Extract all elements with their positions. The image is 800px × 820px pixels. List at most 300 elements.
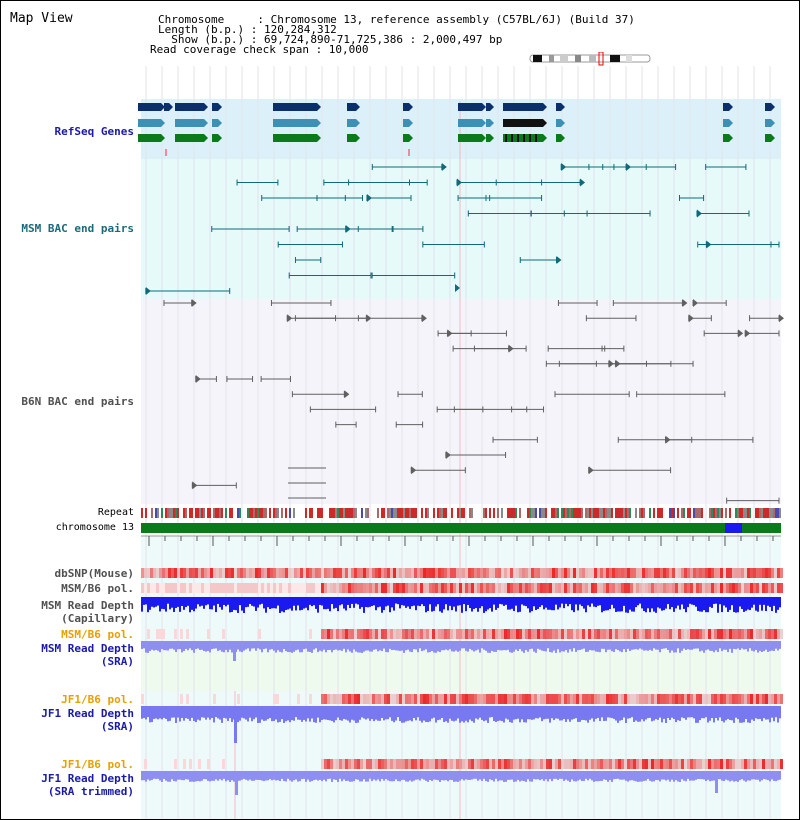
pol-cell bbox=[501, 759, 504, 769]
depth-bar bbox=[431, 641, 433, 651]
depth-bar bbox=[159, 641, 161, 652]
depth-bar bbox=[263, 706, 265, 721]
depth-bar bbox=[545, 771, 547, 779]
depth-bar bbox=[779, 771, 781, 780]
depth-bar bbox=[285, 641, 287, 651]
repeat-feature bbox=[171, 508, 173, 518]
pol-cell bbox=[177, 583, 180, 593]
depth-bar bbox=[487, 771, 489, 782]
pol-cell bbox=[330, 583, 333, 593]
pol-cell bbox=[519, 694, 522, 704]
pol-cell bbox=[324, 759, 327, 769]
depth-bar bbox=[223, 641, 225, 652]
depth-bar bbox=[399, 597, 401, 608]
depth-bar bbox=[155, 597, 157, 607]
depth-bar bbox=[761, 706, 763, 721]
pol-cell bbox=[222, 568, 225, 578]
pol-cell bbox=[510, 568, 513, 578]
repeat-feature bbox=[219, 508, 221, 518]
repeat-feature bbox=[345, 508, 347, 518]
repeat-feature bbox=[485, 508, 487, 518]
repeat-feature bbox=[529, 508, 531, 518]
depth-bar bbox=[321, 597, 323, 606]
pol-cell bbox=[477, 568, 480, 578]
pol-cell bbox=[525, 568, 528, 578]
depth-bar bbox=[267, 706, 269, 719]
pol-cell bbox=[729, 759, 732, 769]
depth-bar bbox=[749, 771, 751, 781]
depth-bar bbox=[555, 706, 557, 718]
depth-bar bbox=[485, 706, 487, 720]
pol-cell bbox=[483, 583, 486, 593]
pol-cell bbox=[426, 568, 429, 578]
depth-bar bbox=[723, 771, 725, 781]
repeat-feature bbox=[461, 508, 463, 518]
depth-bar bbox=[537, 641, 539, 649]
pol-cell bbox=[423, 759, 426, 769]
depth-bar bbox=[479, 771, 481, 779]
depth-bar bbox=[323, 641, 325, 650]
depth-bar bbox=[619, 641, 621, 651]
pol-cell bbox=[348, 629, 351, 639]
depth-bar bbox=[697, 771, 699, 779]
pol-cell bbox=[543, 583, 546, 593]
depth-bar bbox=[183, 706, 185, 721]
pol-cell bbox=[723, 759, 726, 769]
depth-bar bbox=[455, 597, 457, 611]
depth-bar bbox=[731, 597, 733, 605]
depth-bar bbox=[359, 641, 361, 653]
repeat-feature bbox=[427, 508, 429, 518]
repeat-feature bbox=[773, 508, 775, 518]
pol-cell bbox=[360, 568, 363, 578]
depth-bar bbox=[375, 706, 377, 720]
pol-cell bbox=[285, 583, 288, 593]
repeat-feature bbox=[253, 508, 255, 518]
pol-cell bbox=[213, 583, 216, 593]
depth-bar bbox=[165, 771, 167, 781]
depth-bar bbox=[279, 706, 281, 722]
pol-cell bbox=[339, 583, 342, 593]
depth-bar bbox=[529, 771, 531, 781]
pol-cell bbox=[354, 759, 357, 769]
pol-cell bbox=[351, 568, 354, 578]
repeat-feature bbox=[695, 508, 697, 518]
depth-bar bbox=[529, 641, 531, 649]
pol-cell bbox=[522, 568, 525, 578]
depth-bar bbox=[441, 597, 443, 613]
label-b6n-bac: B6N BAC end pairs bbox=[21, 395, 134, 408]
repeat-feature bbox=[157, 508, 159, 518]
repeat-feature bbox=[185, 508, 187, 518]
repeat-feature bbox=[401, 508, 403, 518]
depth-bar bbox=[247, 641, 249, 648]
pol-cell bbox=[561, 759, 564, 769]
repeat-feature bbox=[339, 508, 341, 518]
repeat-feature bbox=[155, 508, 157, 518]
depth-bar bbox=[759, 771, 761, 782]
pol-cell bbox=[360, 583, 363, 593]
depth-bar bbox=[535, 771, 537, 779]
pol-cell bbox=[489, 583, 492, 593]
pol-cell bbox=[444, 583, 447, 593]
pol-cell bbox=[477, 694, 480, 704]
pol-cell bbox=[738, 583, 741, 593]
pol-cell bbox=[564, 694, 567, 704]
pol-cell bbox=[405, 568, 408, 578]
pol-cell bbox=[627, 759, 630, 769]
pol-cell bbox=[636, 583, 639, 593]
pol-cell bbox=[375, 694, 378, 704]
depth-bar bbox=[489, 771, 491, 779]
depth-bar bbox=[511, 641, 513, 653]
depth-bar bbox=[603, 771, 605, 779]
depth-bar bbox=[393, 771, 395, 781]
depth-bar bbox=[335, 597, 337, 608]
depth-bar bbox=[655, 597, 657, 613]
depth-bar bbox=[625, 597, 627, 612]
pol-cell bbox=[630, 694, 633, 704]
repeat-feature bbox=[657, 508, 659, 518]
depth-bar bbox=[371, 641, 373, 652]
depth-bar bbox=[227, 771, 229, 780]
repeat-feature bbox=[269, 508, 271, 518]
pol-cell bbox=[702, 629, 705, 639]
pol-cell bbox=[405, 629, 408, 639]
pol-cell bbox=[186, 583, 189, 593]
depth-bar bbox=[741, 597, 743, 609]
repeat-feature bbox=[617, 508, 619, 518]
pol-cell bbox=[450, 694, 453, 704]
depth-bar bbox=[333, 597, 335, 609]
depth-bar bbox=[297, 771, 299, 782]
pol-cell bbox=[594, 583, 597, 593]
depth-bar bbox=[253, 641, 255, 648]
depth-bar bbox=[399, 706, 401, 721]
depth-bar bbox=[509, 597, 511, 610]
gene-feature bbox=[486, 119, 490, 127]
depth-bar bbox=[449, 641, 451, 649]
repeat-feature bbox=[353, 508, 355, 518]
pol-cell bbox=[645, 694, 648, 704]
pol-cell bbox=[717, 629, 720, 639]
repeat-feature bbox=[765, 508, 767, 518]
repeat-feature bbox=[443, 508, 445, 518]
depth-bar bbox=[165, 641, 167, 650]
pol-cell bbox=[765, 694, 768, 704]
depth-bar bbox=[477, 771, 479, 781]
depth-bar bbox=[599, 706, 601, 721]
depth-bar bbox=[669, 641, 671, 653]
pol-cell bbox=[582, 759, 585, 769]
depth-bar bbox=[337, 597, 339, 611]
pol-cell bbox=[753, 583, 756, 593]
repeat-feature bbox=[743, 508, 745, 518]
pol-cell bbox=[444, 694, 447, 704]
depth-bar bbox=[559, 706, 561, 720]
pol-cell bbox=[246, 583, 249, 593]
depth-bar bbox=[569, 706, 571, 722]
repeat-feature bbox=[361, 508, 363, 518]
pol-cell bbox=[312, 568, 315, 578]
depth-bar bbox=[331, 641, 333, 652]
pol-cell bbox=[681, 583, 684, 593]
depth-bar bbox=[563, 771, 565, 781]
depth-bar bbox=[663, 641, 665, 649]
depth-bar bbox=[395, 706, 397, 721]
gene-feature bbox=[765, 134, 771, 142]
gene-feature bbox=[458, 119, 482, 127]
pol-cell bbox=[294, 583, 297, 593]
pol-cell bbox=[558, 759, 561, 769]
pol-cell bbox=[321, 583, 324, 593]
pol-cell bbox=[267, 583, 270, 593]
pol-cell bbox=[588, 583, 591, 593]
repeat-feature bbox=[671, 508, 673, 518]
depth-bar bbox=[515, 597, 517, 606]
depth-bar bbox=[193, 641, 195, 653]
repeat-feature bbox=[237, 508, 239, 518]
pol-cell bbox=[684, 694, 687, 704]
depth-bar bbox=[433, 771, 435, 780]
depth-bar bbox=[751, 771, 753, 779]
depth-bar bbox=[491, 641, 493, 651]
depth-bar bbox=[541, 706, 543, 721]
pol-cell bbox=[522, 629, 525, 639]
pol-cell bbox=[198, 568, 201, 578]
pol-cell bbox=[189, 568, 192, 578]
depth-bar bbox=[171, 597, 173, 608]
repeat-feature bbox=[397, 508, 399, 518]
depth-bar bbox=[303, 771, 305, 779]
repeat-feature bbox=[555, 508, 557, 518]
pol-cell bbox=[681, 759, 684, 769]
depth-bar bbox=[267, 771, 269, 780]
depth-bar bbox=[549, 706, 551, 723]
pol-cell bbox=[522, 759, 525, 769]
depth-bar bbox=[715, 641, 717, 650]
depth-bar bbox=[427, 706, 429, 722]
depth-bar bbox=[305, 706, 307, 721]
repeat-feature bbox=[177, 508, 179, 518]
depth-bar bbox=[429, 706, 431, 721]
depth-bar bbox=[553, 706, 555, 720]
depth-bar bbox=[753, 706, 755, 721]
pol-cell bbox=[237, 694, 240, 704]
depth-bar bbox=[389, 706, 391, 717]
pol-cell bbox=[462, 629, 465, 639]
depth-bar bbox=[759, 706, 761, 719]
depth-bar bbox=[467, 641, 469, 652]
depth-bar bbox=[531, 771, 533, 782]
depth-bar bbox=[277, 771, 279, 780]
pol-cell bbox=[555, 583, 558, 593]
pol-cell bbox=[417, 568, 420, 578]
depth-bar bbox=[377, 641, 379, 651]
pol-cell bbox=[471, 583, 474, 593]
pol-cell bbox=[210, 568, 213, 578]
pol-cell bbox=[399, 568, 402, 578]
depth-bar bbox=[743, 771, 745, 781]
pol-cell bbox=[672, 629, 675, 639]
depth-bar bbox=[455, 706, 457, 721]
depth-bar bbox=[719, 597, 721, 604]
depth-bar bbox=[187, 771, 189, 780]
pol-cell bbox=[441, 759, 444, 769]
depth-bar bbox=[589, 706, 591, 720]
pol-cell bbox=[570, 694, 573, 704]
track-canvas[interactable] bbox=[1, 1, 799, 819]
depth-bar bbox=[525, 641, 527, 650]
depth-bar bbox=[375, 771, 377, 781]
depth-bar bbox=[277, 597, 279, 606]
pol-cell bbox=[468, 629, 471, 639]
pol-cell bbox=[702, 759, 705, 769]
repeat-feature bbox=[277, 508, 279, 518]
depth-bar bbox=[537, 771, 539, 779]
depth-bar bbox=[359, 771, 361, 781]
depth-bar bbox=[363, 771, 365, 779]
gene-feature bbox=[138, 134, 161, 142]
depth-bar bbox=[377, 706, 379, 721]
pol-cell bbox=[684, 629, 687, 639]
depth-bar bbox=[387, 706, 389, 719]
repeat-feature bbox=[709, 508, 711, 518]
depth-bar bbox=[663, 597, 665, 610]
pol-cell bbox=[357, 694, 360, 704]
depth-bar bbox=[753, 597, 755, 605]
depth-bar bbox=[705, 706, 707, 717]
pol-cell bbox=[684, 583, 687, 593]
depth-bar bbox=[187, 597, 189, 606]
depth-bar bbox=[701, 771, 703, 779]
pol-cell bbox=[453, 759, 456, 769]
depth-bar bbox=[501, 597, 503, 604]
depth-bar bbox=[733, 706, 735, 723]
depth-bar bbox=[539, 641, 541, 650]
pol-cell bbox=[765, 759, 768, 769]
pol-cell bbox=[636, 694, 639, 704]
pol-cell bbox=[711, 759, 714, 769]
pol-cell bbox=[498, 583, 501, 593]
pol-cell bbox=[285, 568, 288, 578]
pol-cell bbox=[336, 759, 339, 769]
pol-cell bbox=[405, 694, 408, 704]
repeat-feature bbox=[387, 508, 389, 518]
label-msm-b6-pol-2: MSM/B6 pol. bbox=[61, 628, 134, 641]
depth-bar bbox=[251, 597, 253, 606]
pol-cell bbox=[753, 694, 756, 704]
depth-bar bbox=[687, 597, 689, 607]
pol-cell bbox=[372, 694, 375, 704]
pol-cell bbox=[354, 629, 357, 639]
pol-cell bbox=[222, 759, 225, 769]
pol-cell bbox=[615, 568, 618, 578]
pol-cell bbox=[591, 568, 594, 578]
pol-cell bbox=[147, 568, 150, 578]
depth-bar bbox=[523, 597, 525, 606]
depth-bar bbox=[645, 597, 647, 612]
repeat-feature bbox=[641, 508, 643, 518]
depth-bar bbox=[757, 597, 759, 612]
depth-bar bbox=[321, 641, 323, 651]
depth-bar bbox=[151, 641, 153, 650]
depth-bar bbox=[213, 641, 215, 649]
pol-cell bbox=[174, 629, 177, 639]
repeat-feature bbox=[395, 508, 397, 518]
depth-bar bbox=[677, 706, 679, 720]
pol-cell bbox=[183, 568, 186, 578]
depth-bar bbox=[541, 597, 543, 605]
depth-bar bbox=[203, 597, 205, 609]
pol-cell bbox=[696, 694, 699, 704]
depth-bar bbox=[597, 706, 599, 718]
pol-cell bbox=[330, 694, 333, 704]
depth-bar bbox=[477, 641, 479, 650]
pol-cell bbox=[651, 568, 654, 578]
pol-cell bbox=[324, 629, 327, 639]
depth-bar bbox=[395, 641, 397, 650]
pol-cell bbox=[429, 759, 432, 769]
depth-bar bbox=[223, 597, 225, 605]
pol-cell bbox=[180, 583, 183, 593]
depth-bar bbox=[659, 706, 661, 718]
pol-cell bbox=[378, 759, 381, 769]
repeat-feature bbox=[341, 508, 343, 518]
depth-bar bbox=[283, 771, 285, 781]
depth-bar bbox=[671, 771, 673, 780]
depth-bar bbox=[191, 706, 193, 718]
depth-bar bbox=[533, 641, 535, 652]
depth-bar bbox=[469, 706, 471, 720]
repeat-feature bbox=[355, 508, 357, 518]
repeat-feature bbox=[265, 508, 267, 518]
pol-cell bbox=[492, 759, 495, 769]
depth-bar bbox=[191, 597, 193, 610]
pol-cell bbox=[627, 583, 630, 593]
repeat-feature bbox=[273, 508, 275, 518]
gene-feature bbox=[175, 119, 204, 127]
depth-bar bbox=[209, 706, 211, 720]
repeat-feature bbox=[409, 508, 411, 518]
depth-bar bbox=[489, 706, 491, 717]
pol-cell bbox=[396, 583, 399, 593]
depth-bar bbox=[671, 706, 673, 718]
pol-cell bbox=[423, 629, 426, 639]
repeat-feature bbox=[259, 508, 261, 518]
depth-bar bbox=[185, 641, 187, 649]
pol-cell bbox=[438, 629, 441, 639]
depth-bar bbox=[239, 771, 241, 781]
depth-bar bbox=[669, 706, 671, 720]
pol-cell bbox=[273, 568, 276, 578]
pol-cell bbox=[459, 759, 462, 769]
label-dbsnp: dbSNP(Mouse) bbox=[54, 567, 134, 580]
pol-cell bbox=[597, 629, 600, 639]
depth-bar bbox=[641, 641, 643, 649]
depth-bar bbox=[751, 597, 753, 608]
depth-bar bbox=[443, 597, 445, 609]
depth-bar bbox=[447, 771, 449, 781]
depth-bar bbox=[229, 706, 231, 718]
depth-bar bbox=[619, 771, 621, 780]
depth-bar bbox=[635, 771, 637, 781]
pol-cell bbox=[486, 694, 489, 704]
depth-bar bbox=[647, 641, 649, 651]
depth-bar bbox=[255, 771, 257, 780]
depth-bar bbox=[659, 771, 661, 781]
depth-bar bbox=[327, 771, 329, 779]
